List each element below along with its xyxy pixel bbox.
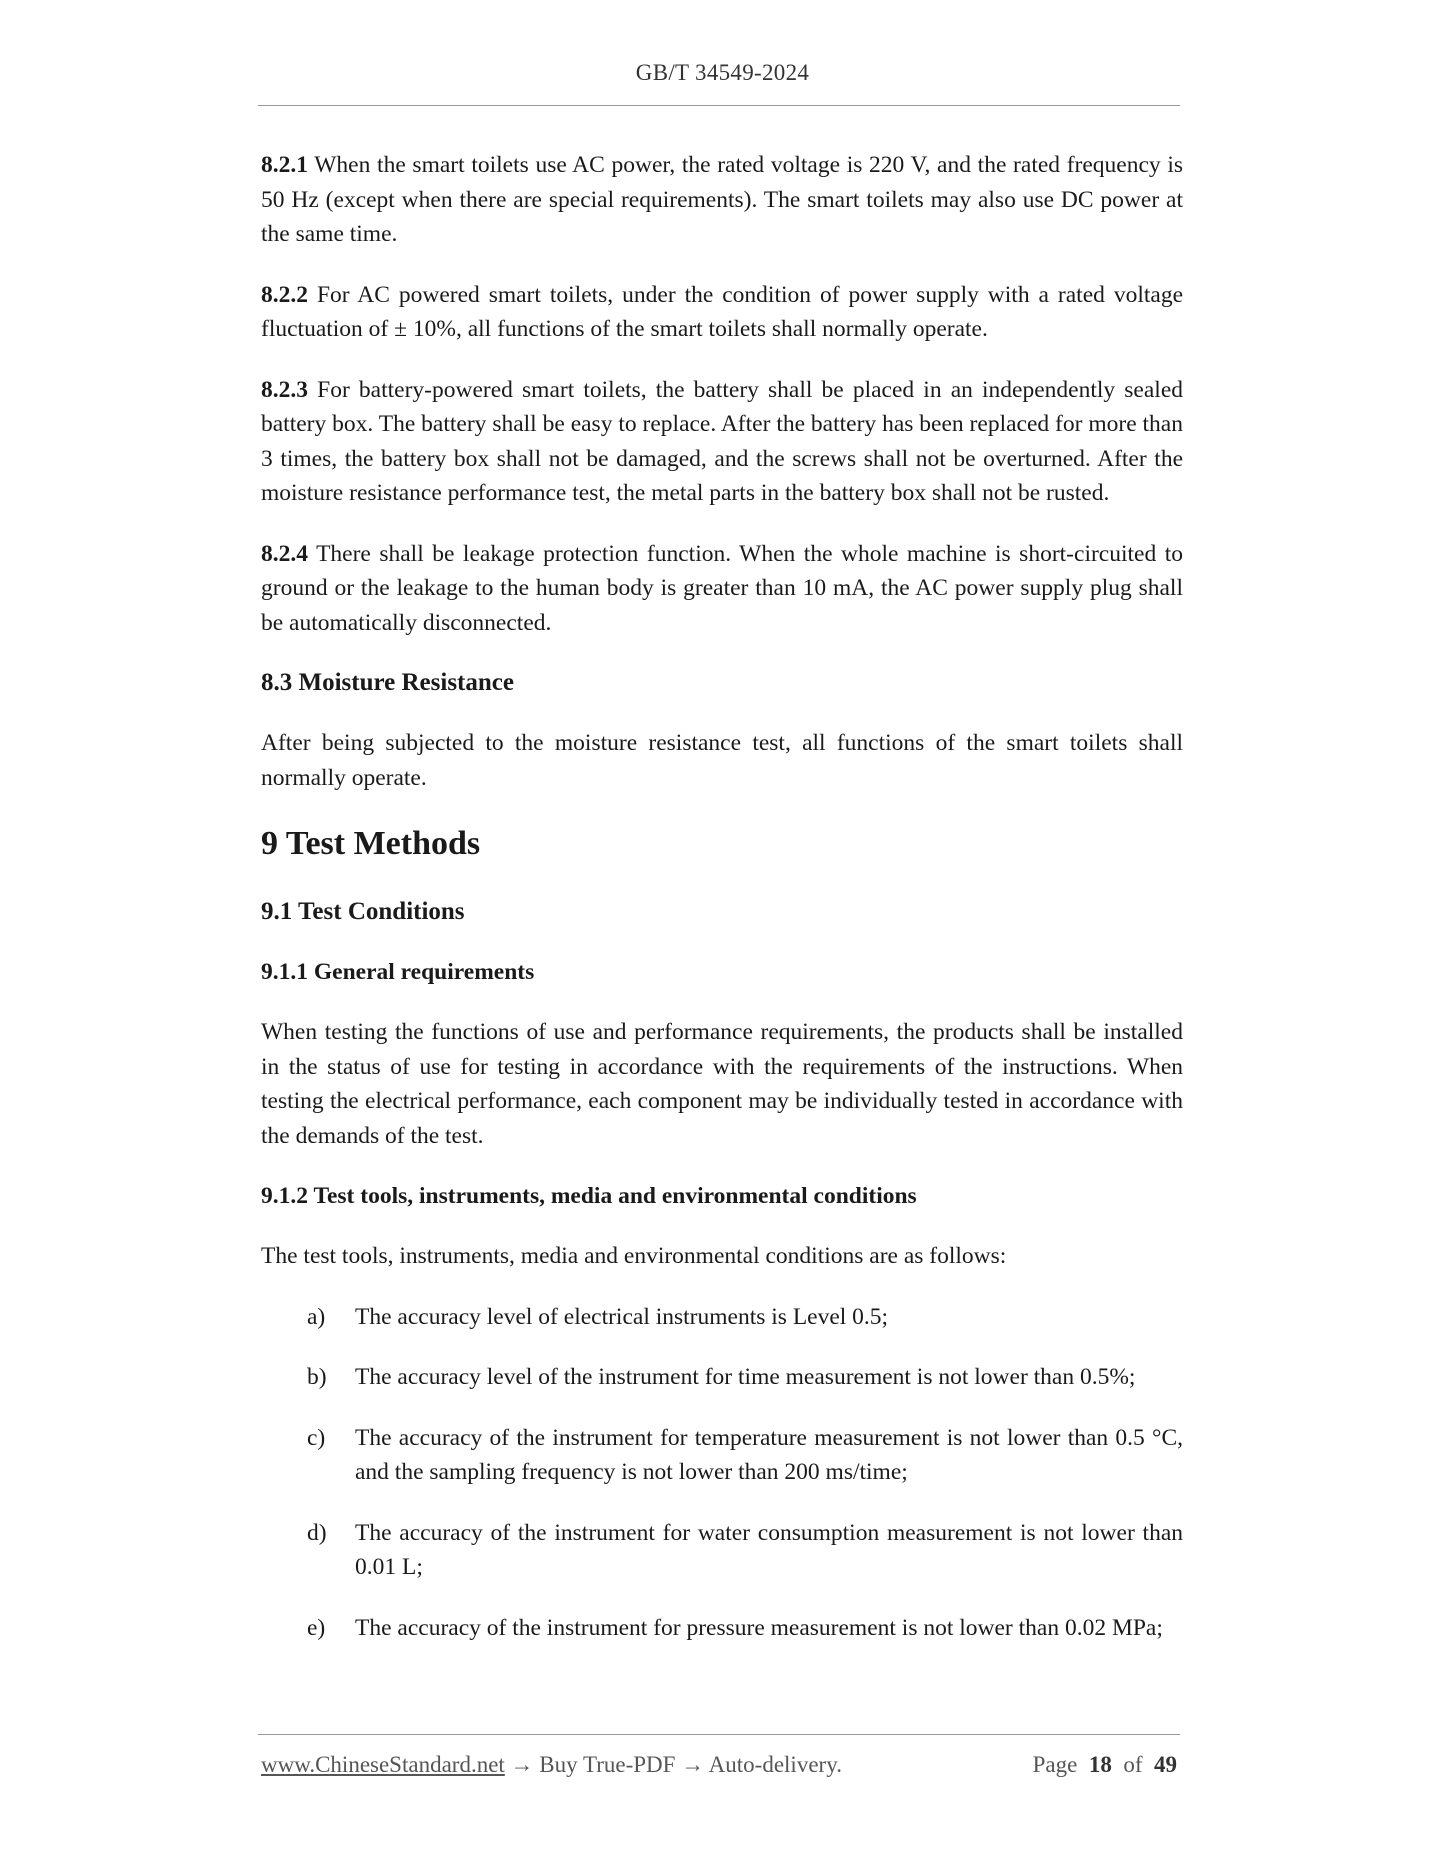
list-item-text: The accuracy of the instrument for water consumption measurement is not lower than 0.01 L; — [355, 1519, 1183, 1580]
of-label: of — [1123, 1752, 1143, 1777]
paragraph-8-3: After being subjected to the moisture resistance test, all functions of the smart toilets shall normally operate. — [261, 730, 1183, 791]
clause-8-2-3 — [261, 373, 1183, 511]
list-item — [261, 1300, 1183, 1335]
page-content — [261, 148, 1183, 1671]
total-pages: 49 — [1154, 1752, 1177, 1777]
heading-9: 9 Test Methods — [261, 825, 481, 862]
clause-text: There shall be leakage protection function. When the whole machine is short-circuited to ground or the leakage to the human body is greater than 10 mA, the AC power supply plug shall be automatically disconnected. — [261, 540, 1183, 636]
list-item-text: The accuracy level of electrical instruments is Level 0.5; — [355, 1303, 889, 1330]
clause-number: 8.2.1 — [261, 152, 308, 178]
list-item — [261, 1516, 1183, 1585]
clause-text: For battery-powered smart toilets, the battery shall be placed in an independently sealed battery box. The battery shall be easy to replace. After the battery has been replaced for more than 3 times, the battery box shall not be damaged, and the screws shall not be overturned. After the moisture resistance performance test, the metal parts in the battery box shall not be rusted. — [261, 376, 1183, 506]
heading-8-3: 8.3 Moisture Resistance — [261, 669, 514, 696]
list-marker: e) — [307, 1614, 326, 1641]
requirements-list — [261, 1300, 1183, 1646]
page-label: Page — [1032, 1752, 1078, 1777]
list-marker: d) — [307, 1519, 327, 1546]
clause-number: 8.2.2 — [261, 281, 308, 308]
list-item-text: The accuracy of the instrument for pressure measurement is not lower than 0.02 MPa; — [355, 1614, 1163, 1641]
page-indicator — [1033, 1752, 1177, 1778]
page-number: 18 — [1088, 1752, 1112, 1777]
list-marker: a) — [307, 1303, 326, 1330]
site-link[interactable]: www.ChineseStandard.net — [261, 1752, 505, 1777]
heading-9-1-2: 9.1.2 Test tools, instruments, media and environmental conditions — [261, 1183, 917, 1209]
paragraph-9-1-1: When testing the functions of use and performance requirements, the products shall be installed in the status of use for testing in accordance with the requirements of the instructions. When testing the electrical performance, each component may be individually tested in accordance with the demands of the test. — [261, 1019, 1183, 1149]
footer-promo — [261, 1752, 842, 1778]
list-item — [261, 1611, 1183, 1646]
list-item — [261, 1421, 1183, 1490]
clause-8-2-2 — [261, 278, 1183, 347]
clause-number: 8.2.3 — [261, 376, 308, 403]
clause-number: 8.2.4 — [261, 540, 308, 567]
header-divider — [258, 105, 1180, 106]
clause-8-2-1 — [261, 148, 1183, 252]
list-item — [261, 1360, 1183, 1395]
clause-text: For AC powered smart toilets, under the condition of power supply with a rated voltage fluctuation of ± 10%, all functions of the smart toilets shall normally operate. — [261, 281, 1183, 342]
delivery-text: Auto-delivery. — [708, 1752, 842, 1777]
paragraph-9-1-2: The test tools, instruments, media and environmental conditions are as follows: — [261, 1243, 1007, 1269]
list-marker: c) — [307, 1424, 326, 1451]
arrow-icon: → — [675, 1752, 709, 1777]
header-title: GB/T 34549-2024 — [635, 60, 810, 85]
heading-9-1: 9.1 Test Conditions — [261, 898, 465, 925]
buy-text: Buy True-PDF — [539, 1752, 676, 1777]
list-marker: b) — [307, 1364, 327, 1390]
list-item-text: The accuracy of the instrument for temperature measurement is not lower than 0.5 °C, and the sampling frequency is not lower than 200 ms/time; — [355, 1424, 1183, 1485]
footer-divider — [258, 1734, 1180, 1735]
list-item-text: The accuracy level of the instrument for time measurement is not lower than 0.5%; — [355, 1364, 1136, 1390]
clause-8-2-4 — [261, 537, 1183, 641]
arrow-icon: → — [504, 1752, 540, 1777]
clause-text: When the smart toilets use AC power, the rated voltage is 220 V, and the rated frequency is 50 Hz (except when there are special requirements). The smart toilets may also use DC power at the same time. — [261, 152, 1183, 247]
heading-9-1-1: 9.1.1 General requirements — [261, 959, 535, 985]
